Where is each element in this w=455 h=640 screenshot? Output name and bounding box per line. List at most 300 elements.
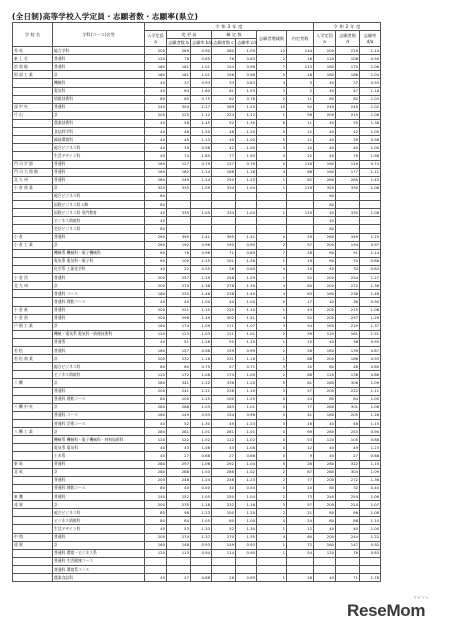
value-cell-c: 40	[212, 484, 236, 492]
admissions-table	[12, 22, 444, 582]
value-cell-b: 281	[167, 428, 191, 436]
value-cell-cap: 280	[145, 460, 167, 468]
value-cell-cap: 40	[145, 298, 167, 306]
value-cell-pcap: 240	[314, 103, 336, 111]
value-cell-ex: 5	[287, 79, 314, 87]
table-row	[13, 160, 444, 168]
course-name-cell: 電気系 電気科	[53, 444, 145, 452]
value-cell-ca: 0.65	[236, 574, 257, 582]
value-cell-inc: 2	[257, 241, 287, 249]
value-cell-cap: 80	[145, 484, 167, 492]
course-name-cell: 普通科	[53, 160, 145, 168]
school-name-cell	[13, 87, 53, 95]
table-body	[13, 47, 444, 582]
value-cell-ca: 1.20	[236, 128, 257, 136]
school-name-cell: 小 倉 工 業	[13, 241, 53, 249]
value-cell-ba: 1.16	[191, 355, 212, 363]
school-name-cell: 若 松 商 業	[13, 355, 53, 363]
value-cell-b	[167, 217, 191, 225]
value-cell-ba: 1.00	[191, 298, 212, 306]
value-cell-cap: 120	[145, 436, 167, 444]
table-row	[13, 119, 444, 127]
school-name-cell: 阿 部 工 業	[13, 71, 53, 79]
value-cell-pda	[360, 225, 381, 233]
table-row	[13, 282, 444, 290]
value-cell-cap: 40	[145, 452, 167, 460]
value-cell-pcap: 320	[314, 184, 336, 192]
value-cell-ba: 0.93	[191, 411, 212, 419]
value-cell-ca: 0.96	[236, 63, 257, 71]
value-cell-pda: 1.08	[360, 209, 381, 217]
value-cell-cap: 280	[145, 176, 167, 184]
value-cell-ca: 1.01	[236, 403, 257, 411]
header-examined: 内定者数	[287, 31, 314, 47]
course-name-cell: 総合ビジネス科	[53, 144, 145, 152]
value-cell-pda: 1.09	[360, 468, 381, 476]
school-name-cell	[13, 298, 53, 306]
value-cell-b: 288	[167, 403, 191, 411]
value-cell-b: 149	[167, 411, 191, 419]
value-cell-ca: 1.41	[236, 233, 257, 241]
logo-kana: リセマム	[413, 595, 429, 600]
school-name-cell: 渋 商 総	[13, 63, 53, 71]
value-cell-pd: 76	[336, 549, 360, 557]
value-cell-ex: 18	[287, 574, 314, 582]
header-prev-rate: 志願率 d/a	[360, 31, 381, 47]
value-cell-pda	[360, 566, 381, 574]
value-cell-pda: 1.14	[360, 47, 381, 55]
value-cell-pcap: 80	[314, 192, 336, 200]
value-cell-ca: 1.49	[236, 290, 257, 298]
value-cell-pd	[336, 557, 360, 565]
value-cell-ca: 1.25	[236, 509, 257, 517]
value-cell-c: 281	[212, 428, 236, 436]
value-cell-pda: 1.37	[360, 322, 381, 330]
value-cell-pda	[360, 192, 381, 200]
table-row	[13, 290, 444, 298]
value-cell-ba: 0.68	[191, 452, 212, 460]
value-cell-ex: 72	[287, 541, 314, 549]
value-cell-ba	[191, 557, 212, 565]
value-cell-pcap: 40	[314, 420, 336, 428]
value-cell-b: 257	[167, 274, 191, 282]
table-row	[13, 265, 444, 273]
value-cell-c: 334	[212, 209, 236, 217]
value-cell-pcap: 200	[314, 533, 336, 541]
value-cell-cap: 200	[145, 533, 167, 541]
value-cell-ex: 88	[287, 355, 314, 363]
value-cell-pd: 119	[336, 160, 360, 168]
value-cell-ex: 12	[287, 128, 314, 136]
value-cell-pcap: 40	[314, 79, 336, 87]
value-cell-pda: 1.11	[360, 168, 381, 176]
value-cell-pd: 40	[336, 144, 360, 152]
value-cell-ba: 1.01	[191, 71, 212, 79]
value-cell-ba: 1.14	[191, 168, 212, 176]
course-name-cell: 機械科	[53, 79, 145, 87]
table-row	[13, 371, 444, 379]
value-cell-c: 186	[212, 168, 236, 176]
value-cell-ca	[236, 201, 257, 209]
value-cell-ex: 57	[287, 241, 314, 249]
value-cell-ex: 52	[287, 274, 314, 282]
value-cell-pda	[360, 557, 381, 565]
value-cell-pda: 1.08	[360, 306, 381, 314]
value-cell-c: 27	[212, 452, 236, 460]
value-cell-c	[212, 566, 236, 574]
course-name-cell: 国際ビジネス科 1類	[53, 201, 145, 209]
value-cell-c: 154	[212, 411, 236, 419]
value-cell-c: 220	[212, 306, 236, 314]
value-cell-ba: 0.65	[191, 55, 212, 63]
value-cell-pda: 0.86	[360, 371, 381, 379]
value-cell-ca: 1.00	[236, 517, 257, 525]
value-cell-ex: 119	[287, 209, 314, 217]
value-cell-b: 40	[167, 484, 191, 492]
value-cell-ca	[236, 217, 257, 225]
course-name-cell: 普通科	[53, 55, 145, 63]
value-cell-ex: 60	[287, 533, 314, 541]
school-name-cell	[13, 557, 53, 565]
value-cell-pda: 1.10	[360, 517, 381, 525]
value-cell-ba: 1.27	[191, 103, 212, 111]
value-cell-pd: 108	[336, 55, 360, 63]
value-cell-ba: 0.79	[191, 160, 212, 168]
value-cell-ex: 10	[287, 484, 314, 492]
course-name-cell: 計	[53, 241, 145, 249]
school-name-cell: 片 山	[13, 111, 53, 119]
value-cell-pda: 0.90	[360, 428, 381, 436]
course-name-cell: 普通科	[53, 314, 145, 322]
value-cell-ca: 1.01	[236, 428, 257, 436]
course-name-cell: 普通科 コース	[53, 411, 145, 419]
value-cell-ca: 1.30	[236, 119, 257, 127]
course-name-cell: 電気系 電気科・電子科	[53, 257, 145, 265]
value-cell-ba	[191, 566, 212, 574]
school-name-cell: 門 司 大 翔 館	[13, 168, 53, 176]
value-cell-ca: 0.78	[236, 95, 257, 103]
value-cell-ba: 1.01	[191, 63, 212, 71]
value-cell-ca: 1.93	[236, 152, 257, 160]
value-cell-inc	[257, 201, 287, 209]
value-cell-pda: 1.09	[360, 379, 381, 387]
school-name-cell: 戸 畑 工 業	[13, 322, 53, 330]
value-cell-b: 192	[167, 241, 191, 249]
value-cell-cap	[145, 557, 167, 565]
value-cell-inc: 3	[257, 322, 287, 330]
school-name-cell: 小 倉 商 業	[13, 184, 53, 192]
value-cell-pda: 0.93	[360, 355, 381, 363]
value-cell-cap: 40	[145, 144, 167, 152]
value-cell-pcap: 280	[314, 460, 336, 468]
value-cell-cap: 280	[145, 379, 167, 387]
value-cell-b: 221	[167, 306, 191, 314]
value-cell-inc	[257, 557, 287, 565]
course-name-cell: 計	[53, 468, 145, 476]
value-cell-pd: 91	[336, 249, 360, 257]
table-row	[13, 192, 444, 200]
course-name-cell: 電気科	[53, 87, 145, 95]
value-cell-ba: 1.05	[191, 209, 212, 217]
value-cell-ba: 1.25	[191, 395, 212, 403]
value-cell-cap: 40	[145, 444, 167, 452]
value-cell-pd: 86	[336, 509, 360, 517]
value-cell-b: 157	[167, 347, 191, 355]
value-cell-ba: 1.08	[191, 444, 212, 452]
value-cell-pcap: 40	[314, 525, 336, 533]
value-cell-b: 241	[167, 387, 191, 395]
value-cell-c: 149	[212, 541, 236, 549]
value-cell-pd: 70	[336, 257, 360, 265]
value-cell-pda: 0.68	[360, 452, 381, 460]
value-cell-ba: 1.13	[191, 136, 212, 144]
table-row	[13, 233, 444, 241]
value-cell-cap: 40	[145, 338, 167, 346]
course-name-cell: 普通科 芸術コース	[53, 420, 145, 428]
course-name-cell: 計	[53, 184, 145, 192]
school-name-cell: 小 倉 西	[13, 274, 53, 282]
value-cell-c: 101	[212, 257, 236, 265]
school-name-cell: 東 筑	[13, 460, 53, 468]
header-ba: 志願率 b/a	[192, 39, 213, 45]
value-cell-ba: 0.50	[191, 484, 212, 492]
value-cell-inc: 5	[257, 71, 287, 79]
table-row	[13, 574, 444, 582]
value-cell-ex: 39	[287, 330, 314, 338]
value-cell-inc: 4	[257, 314, 287, 322]
value-cell-c: 76	[212, 55, 236, 63]
value-cell-pd: 272	[336, 476, 360, 484]
value-cell-inc	[257, 566, 287, 574]
value-cell-ca: 1.04	[236, 209, 257, 217]
table-row	[13, 476, 444, 484]
value-cell-pda: 1.11	[360, 387, 381, 395]
value-cell-pcap: 160	[314, 160, 336, 168]
value-cell-cap: 200	[145, 111, 167, 119]
table-row	[13, 533, 444, 541]
value-cell-ca: 0.65	[236, 265, 257, 273]
value-cell-ca	[236, 225, 257, 233]
value-cell-pd: 48	[336, 363, 360, 371]
value-cell-ba: 1.33	[191, 525, 212, 533]
value-cell-pd: 177	[336, 168, 360, 176]
value-cell-pcap: 80	[314, 509, 336, 517]
value-cell-b: 249	[167, 176, 191, 184]
value-cell-inc: 7	[257, 63, 287, 71]
value-cell-cap: 80	[145, 192, 167, 200]
value-cell-ba: 1.41	[191, 233, 212, 241]
value-cell-ex: 12	[287, 444, 314, 452]
value-cell-ba: 0.98	[191, 144, 212, 152]
value-cell-cap: 120	[145, 330, 167, 338]
value-cell-pcap: 200	[314, 314, 336, 322]
value-cell-pd: 285	[336, 176, 360, 184]
course-name-cell: ビジネス情報科	[53, 217, 145, 225]
value-cell-ba: 1.03	[191, 330, 212, 338]
value-cell-pcap: 280	[314, 468, 336, 476]
course-name-cell: 計	[53, 71, 145, 79]
value-cell-c: 57	[212, 363, 236, 371]
course-name-cell: ビジネス情報科	[53, 517, 145, 525]
value-cell-pda: 1.51	[360, 330, 381, 338]
value-cell-cap: 40	[145, 209, 167, 217]
logo-word: ReseMom	[347, 601, 426, 620]
value-cell-c: 156	[212, 71, 236, 79]
table-row	[13, 128, 444, 136]
value-cell-cap: 240	[145, 493, 167, 501]
value-cell-ba: 1.24	[191, 476, 212, 484]
course-name-cell: 普通科	[53, 168, 145, 176]
value-cell-b: 122	[167, 436, 191, 444]
value-cell-ba: 1.10	[191, 306, 212, 314]
school-name-cell	[13, 217, 53, 225]
table-row	[13, 79, 444, 87]
course-name-cell: 計	[53, 111, 145, 119]
value-cell-ex: 54	[287, 322, 314, 330]
value-cell-pcap: 200	[314, 274, 336, 282]
value-cell-cap: 160	[145, 63, 167, 71]
value-cell-pd	[336, 217, 360, 225]
course-name-cell: 普通科	[53, 103, 145, 111]
value-cell-pd: 84	[336, 395, 360, 403]
value-cell-cap: 240	[145, 103, 167, 111]
school-name-cell: 秀 英	[13, 47, 53, 55]
value-cell-inc: 5	[257, 136, 287, 144]
value-cell-inc: 4	[257, 79, 287, 87]
value-cell-ca: 0.95	[236, 241, 257, 249]
value-cell-ca: 0.89	[236, 249, 257, 257]
course-name-cell: 計	[53, 428, 145, 436]
value-cell-cap: 40	[145, 136, 167, 144]
value-cell-inc: 2	[257, 493, 287, 501]
value-cell-inc: 4	[257, 265, 287, 273]
value-cell-cap: 40	[145, 128, 167, 136]
school-name-cell: 若 松	[13, 347, 53, 355]
value-cell-ca: 1.29	[236, 274, 257, 282]
course-name-cell: 普通科	[53, 63, 145, 71]
value-cell-pd: 39	[336, 136, 360, 144]
value-cell-ca: 1.25	[236, 338, 257, 346]
value-cell-pd	[336, 225, 360, 233]
value-cell-pcap: 40	[314, 444, 336, 452]
school-name-cell	[13, 128, 53, 136]
value-cell-ca: 1.04	[236, 493, 257, 501]
value-cell-pda: 1.78	[360, 574, 381, 582]
value-cell-c: 61	[212, 87, 236, 95]
value-cell-ba: 1.38	[191, 282, 212, 290]
school-name-cell	[13, 192, 53, 200]
value-cell-ba: 1.02	[191, 436, 212, 444]
value-cell-ca	[236, 557, 257, 565]
school-name-cell: 北 九 州	[13, 282, 53, 290]
value-cell-pcap: 40	[314, 452, 336, 460]
value-cell-pd: 349	[336, 233, 360, 241]
course-name-cell: 化学系 工業化学科	[53, 265, 145, 273]
value-cell-pda: 1.38	[360, 119, 381, 127]
course-name-cell: 生活デザイン科	[53, 152, 145, 160]
value-cell-b: 174	[167, 322, 191, 330]
header-capacity: 入学定員 a	[145, 31, 167, 47]
table-row	[13, 411, 444, 419]
value-cell-pcap: 120	[314, 330, 336, 338]
value-cell-inc: 5	[257, 403, 287, 411]
value-cell-ca: 0.96	[236, 411, 257, 419]
value-cell-ba: 1.03	[191, 468, 212, 476]
value-cell-ca: 1.02	[236, 436, 257, 444]
value-cell-pd	[336, 201, 360, 209]
value-cell-pda: 1.98	[360, 152, 381, 160]
value-cell-ba: 1.23	[191, 509, 212, 517]
value-cell-inc: 2	[257, 330, 287, 338]
value-cell-ba: 1.30	[191, 420, 212, 428]
value-cell-ca: 1.07	[236, 322, 257, 330]
value-cell-b: 51	[167, 338, 191, 346]
value-cell-ex: 68	[287, 371, 314, 379]
value-cell-inc: 3	[257, 501, 287, 509]
value-cell-c: 283	[212, 403, 236, 411]
value-cell-pd: 181	[336, 330, 360, 338]
value-cell-ex: 11	[287, 119, 314, 127]
school-name-cell	[13, 265, 53, 273]
value-cell-pda: 1.00	[360, 144, 381, 152]
value-cell-pcap: 160	[314, 322, 336, 330]
value-cell-c: 280	[212, 47, 236, 55]
course-name-cell: 普通系	[53, 338, 145, 346]
table-row	[13, 306, 444, 314]
value-cell-cap: 80	[145, 201, 167, 209]
table-row	[13, 541, 444, 549]
value-cell-ba	[191, 192, 212, 200]
value-cell-ex: 73	[287, 493, 314, 501]
value-cell-inc: 0	[257, 452, 287, 460]
value-cell-cap: 160	[145, 411, 167, 419]
value-cell-pd: 254	[336, 274, 360, 282]
school-name-cell	[13, 119, 53, 127]
value-cell-inc: 2	[257, 95, 287, 103]
value-cell-b: 60	[167, 363, 191, 371]
value-cell-pd: 214	[336, 501, 360, 509]
value-cell-pd: 147	[336, 541, 360, 549]
value-cell-pda: 0.87	[360, 347, 381, 355]
course-name-cell: 食品科学科	[53, 128, 145, 136]
value-cell-ex: 16	[287, 55, 314, 63]
value-cell-cap: 320	[145, 184, 167, 192]
value-cell-ex: 53	[287, 436, 314, 444]
course-name-cell: 普通科	[53, 306, 145, 314]
value-cell-ca: 0.95	[236, 549, 257, 557]
value-cell-c: 40	[212, 136, 236, 144]
course-name-cell: 普通科	[53, 274, 145, 282]
school-name-cell	[13, 152, 53, 160]
header-final-group: 確 定 数	[212, 31, 257, 39]
value-cell-b: 60	[167, 95, 191, 103]
value-cell-inc: 0	[257, 436, 287, 444]
value-cell-ca: 1.10	[236, 306, 257, 314]
table-row	[13, 111, 444, 119]
value-cell-c: 121	[212, 330, 236, 338]
value-cell-c: 258	[212, 274, 236, 282]
value-cell-cap: 200	[145, 355, 167, 363]
value-cell-pcap: 120	[314, 549, 336, 557]
value-cell-pda: 1.03	[360, 95, 381, 103]
course-name-cell: 緑地環境科	[53, 136, 145, 144]
value-cell-pda: 1.05	[360, 395, 381, 403]
course-name-cell: 計	[53, 379, 145, 387]
value-cell-inc: 1	[257, 355, 287, 363]
value-cell-pd: 46	[336, 420, 360, 428]
value-cell-c: 127	[212, 160, 236, 168]
value-cell-ba: 0.98	[191, 347, 212, 355]
